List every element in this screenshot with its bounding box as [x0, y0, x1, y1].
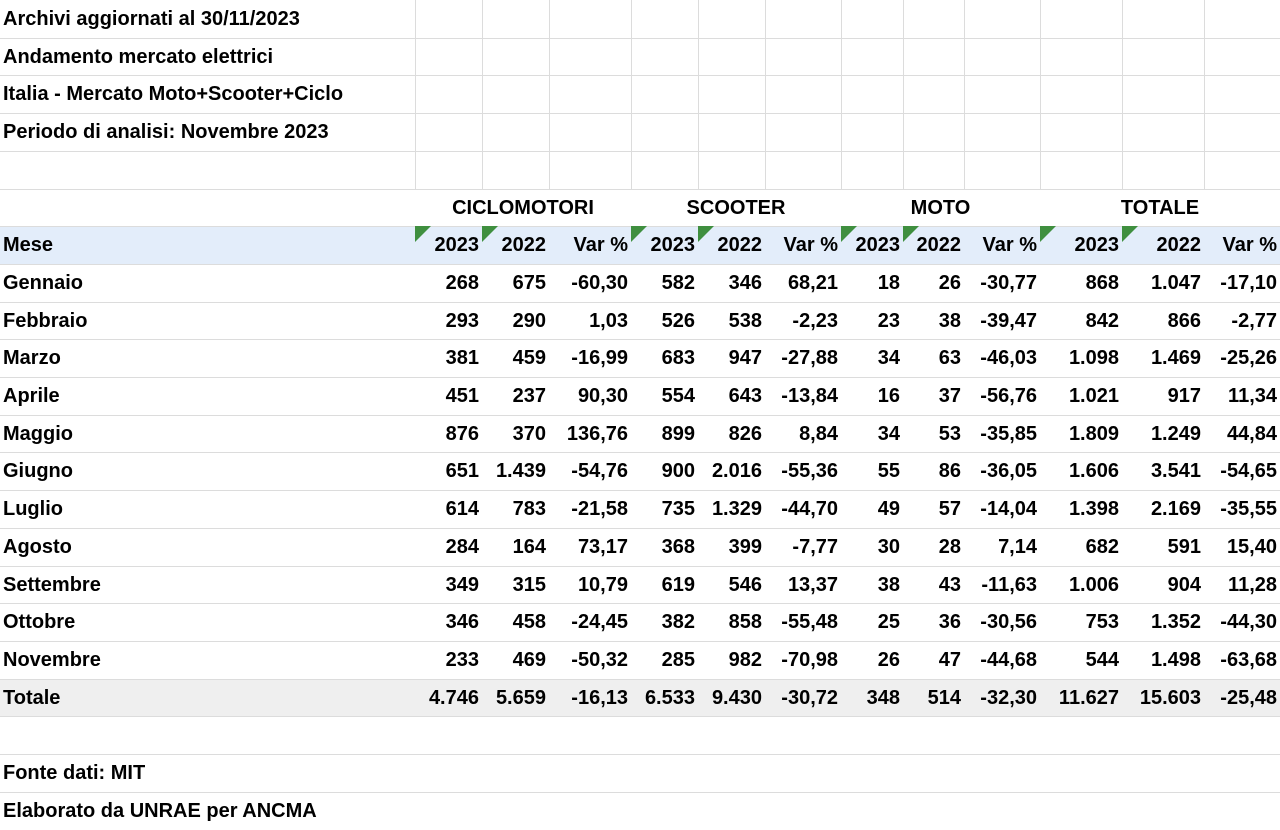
header-col[interactable]: 2022: [1122, 226, 1204, 264]
scooter-var[interactable]: -7,77: [792, 536, 838, 558]
scooter-2022[interactable]: 947: [728, 347, 762, 369]
moto-2023[interactable]: 348: [866, 687, 900, 709]
totale-var[interactable]: 11,28: [1228, 574, 1277, 596]
totale-2022[interactable]: 3.541: [1150, 460, 1201, 482]
moto-2023[interactable]: 49: [877, 498, 900, 520]
totale-var[interactable]: -35,55: [1220, 498, 1277, 520]
ciclo-2022[interactable]: 459: [512, 347, 546, 369]
source-row[interactable]: [0, 754, 1280, 792]
ciclo-2023[interactable]: 268: [445, 272, 479, 294]
moto-var[interactable]: -30,56: [980, 611, 1037, 633]
table-row[interactable]: [0, 603, 1280, 641]
totale-2023[interactable]: 842: [1085, 310, 1119, 332]
ciclo-var[interactable]: 90,30: [577, 385, 628, 407]
scooter-2022[interactable]: 538: [728, 310, 762, 332]
ciclo-2023[interactable]: 614: [445, 498, 479, 520]
totale-var[interactable]: -54,65: [1220, 460, 1277, 482]
moto-2022[interactable]: 36: [938, 611, 961, 633]
table-row[interactable]: [0, 528, 1280, 566]
month-cell[interactable]: Gennaio: [3, 272, 84, 294]
moto-2023[interactable]: 30: [877, 536, 900, 558]
table-row[interactable]: [0, 490, 1280, 528]
month-cell[interactable]: Maggio: [3, 423, 73, 445]
totale-var[interactable]: -44,30: [1220, 611, 1277, 633]
scooter-2022[interactable]: 858: [728, 611, 762, 633]
comment-marker-icon: [631, 226, 647, 242]
table-row[interactable]: [0, 641, 1280, 679]
table-row[interactable]: [0, 377, 1280, 415]
totale-2022[interactable]: 15.603: [1139, 687, 1201, 709]
moto-2022[interactable]: 53: [938, 423, 961, 445]
column-header-row[interactable]: [0, 226, 1280, 264]
table-row[interactable]: [0, 566, 1280, 604]
ciclo-var[interactable]: 1,03: [589, 310, 628, 332]
scooter-2022[interactable]: 643: [728, 385, 762, 407]
scooter-var[interactable]: 68,21: [787, 272, 838, 294]
scooter-var[interactable]: -13,84: [781, 385, 838, 407]
credit-row[interactable]: [0, 792, 1280, 830]
moto-2023[interactable]: 16: [877, 385, 900, 407]
moto-var[interactable]: -39,47: [980, 310, 1037, 332]
comment-marker-icon: [903, 226, 919, 242]
group-ciclomotori: CICLOMOTORI: [452, 197, 594, 219]
scooter-2023[interactable]: 285: [661, 649, 695, 671]
scooter-2023[interactable]: 554: [661, 385, 695, 407]
scooter-2023[interactable]: 735: [661, 498, 695, 520]
scooter-2023[interactable]: 582: [661, 272, 695, 294]
totale-2022[interactable]: 866: [1167, 310, 1201, 332]
month-cell[interactable]: Luglio: [3, 498, 63, 520]
ciclo-var[interactable]: -54,76: [571, 460, 628, 482]
scooter-var[interactable]: -44,70: [781, 498, 838, 520]
scooter-2022[interactable]: 546: [728, 574, 762, 596]
group-scooter: SCOOTER: [686, 197, 786, 219]
totale-var[interactable]: 11,34: [1228, 385, 1277, 407]
scooter-2022[interactable]: 1.329: [711, 498, 762, 520]
totale-2023[interactable]: 868: [1085, 272, 1119, 294]
scooter-2022[interactable]: 982: [728, 649, 762, 671]
totale-2022[interactable]: 1.498: [1150, 649, 1201, 671]
ciclo-2022[interactable]: 469: [512, 649, 546, 671]
comment-marker-icon: [482, 226, 498, 242]
credit-text: Elaborato da UNRAE per ANCMA: [3, 800, 317, 822]
moto-2023[interactable]: 26: [877, 649, 900, 671]
moto-2022[interactable]: 63: [938, 347, 961, 369]
totale-var[interactable]: -25,26: [1220, 347, 1277, 369]
ciclo-var[interactable]: 10,79: [577, 574, 628, 596]
totale-2023[interactable]: 753: [1085, 611, 1119, 633]
moto-2022[interactable]: 37: [938, 385, 961, 407]
totale-var[interactable]: 44,84: [1226, 423, 1277, 445]
ciclo-2022[interactable]: 5.659: [495, 687, 546, 709]
scooter-2023[interactable]: 900: [661, 460, 695, 482]
moto-var[interactable]: -14,04: [980, 498, 1037, 520]
ciclo-2022[interactable]: 164: [512, 536, 546, 558]
note-text: Italia - Mercato Moto+Scooter+Ciclo: [3, 83, 344, 105]
totale-var[interactable]: 15,40: [1226, 536, 1277, 558]
table-row[interactable]: [0, 339, 1280, 377]
total-row[interactable]: [0, 679, 1280, 717]
moto-2023[interactable]: 34: [877, 423, 900, 445]
comment-marker-icon: [698, 226, 714, 242]
month-cell[interactable]: Settembre: [3, 574, 101, 596]
ciclo-2022[interactable]: 237: [512, 385, 546, 407]
moto-var[interactable]: -32,30: [980, 687, 1037, 709]
month-cell[interactable]: Giugno: [3, 460, 73, 482]
ciclo-2022[interactable]: 315: [512, 574, 546, 596]
scooter-var[interactable]: -55,36: [781, 460, 838, 482]
month-cell[interactable]: Novembre: [3, 649, 101, 671]
scooter-2022[interactable]: 399: [728, 536, 762, 558]
comment-marker-icon: [841, 226, 857, 242]
totale-2022[interactable]: 1.249: [1150, 423, 1201, 445]
ciclo-var[interactable]: -21,58: [571, 498, 628, 520]
totale-2023[interactable]: 544: [1085, 649, 1119, 671]
ciclo-2023[interactable]: 284: [445, 536, 479, 558]
comment-marker-icon: [1040, 226, 1056, 242]
note-text: Andamento mercato elettrici: [3, 46, 274, 68]
moto-2022[interactable]: 26: [938, 272, 961, 294]
ciclo-2023[interactable]: 876: [445, 423, 479, 445]
moto-2022[interactable]: 57: [938, 498, 961, 520]
totale-2023[interactable]: 1.809: [1068, 423, 1119, 445]
gridline-horizontal: [0, 151, 1280, 152]
note-row[interactable]: [0, 75, 1280, 113]
totale-2023[interactable]: 1.006: [1068, 574, 1119, 596]
ciclo-2023[interactable]: 233: [445, 649, 479, 671]
totale-2022[interactable]: 2.169: [1150, 498, 1201, 520]
ciclo-2023[interactable]: 651: [445, 460, 479, 482]
ciclo-2022[interactable]: 675: [512, 272, 546, 294]
note-row[interactable]: [0, 0, 1280, 38]
ciclo-2022[interactable]: 783: [512, 498, 546, 520]
moto-var[interactable]: -36,05: [980, 460, 1037, 482]
totale-2023[interactable]: 1.398: [1068, 498, 1119, 520]
moto-2022[interactable]: 47: [938, 649, 961, 671]
moto-var[interactable]: -11,63: [981, 574, 1037, 596]
totale-2022[interactable]: 1.352: [1150, 611, 1201, 633]
group-totale: TOTALE: [1120, 197, 1200, 219]
scooter-2023[interactable]: 683: [661, 347, 695, 369]
moto-2023[interactable]: 23: [877, 310, 900, 332]
comment-marker-icon: [415, 226, 431, 242]
ciclo-2022[interactable]: 1.439: [495, 460, 546, 482]
ciclo-2023[interactable]: 349: [445, 574, 479, 596]
group-moto: MOTO: [910, 197, 971, 219]
comment-marker-icon: [1122, 226, 1138, 242]
month-cell[interactable]: Marzo: [3, 347, 61, 369]
moto-var[interactable]: -46,03: [980, 347, 1037, 369]
table-row[interactable]: [0, 415, 1280, 453]
moto-var[interactable]: -56,76: [980, 385, 1037, 407]
totale-2023[interactable]: 1.021: [1068, 385, 1119, 407]
totale-2022[interactable]: 917: [1167, 385, 1201, 407]
header-col[interactable]: 2023: [1040, 226, 1122, 264]
moto-2022[interactable]: 514: [927, 687, 961, 709]
scooter-2022[interactable]: 826: [728, 423, 762, 445]
scooter-2022[interactable]: 346: [728, 272, 762, 294]
scooter-var[interactable]: 8,84: [799, 423, 838, 445]
scooter-2023[interactable]: 619: [661, 574, 695, 596]
month-cell[interactable]: Febbraio: [3, 310, 88, 332]
moto-2022[interactable]: 86: [938, 460, 961, 482]
header-col[interactable]: 2023: [415, 226, 482, 264]
note-row[interactable]: [0, 38, 1280, 76]
ciclo-2022[interactable]: 458: [512, 611, 546, 633]
totale-var[interactable]: -25,48: [1220, 687, 1277, 709]
moto-2022[interactable]: 43: [938, 574, 961, 596]
scooter-2023[interactable]: 6.533: [644, 687, 695, 709]
header-mese: Mese: [3, 234, 54, 256]
totale-2022[interactable]: 591: [1167, 536, 1201, 558]
note-row[interactable]: [0, 113, 1280, 151]
header-col[interactable]: 2022: [482, 226, 549, 264]
moto-2023[interactable]: 34: [877, 347, 900, 369]
ciclo-2022[interactable]: 290: [512, 310, 546, 332]
totale-var[interactable]: -17,10: [1220, 272, 1277, 294]
totale-2022[interactable]: 1.047: [1150, 272, 1201, 294]
ciclo-var[interactable]: -24,45: [571, 611, 628, 633]
ciclo-2023[interactable]: 293: [445, 310, 479, 332]
moto-2023[interactable]: 38: [877, 574, 900, 596]
scooter-2023[interactable]: 368: [661, 536, 695, 558]
header-col[interactable]: Var %: [1222, 234, 1277, 256]
group-header-row[interactable]: [0, 189, 1280, 227]
scooter-2022[interactable]: 9.430: [711, 687, 762, 709]
moto-var[interactable]: -35,85: [980, 423, 1037, 445]
moto-var[interactable]: -44,68: [980, 649, 1037, 671]
moto-2022[interactable]: 38: [938, 310, 961, 332]
ciclo-2023[interactable]: 381: [445, 347, 479, 369]
header-col[interactable]: Var %: [573, 234, 628, 256]
moto-2022[interactable]: 28: [938, 536, 961, 558]
header-col[interactable]: Var %: [982, 234, 1037, 256]
header-col[interactable]: 2023: [631, 226, 698, 264]
totale-2023[interactable]: 1.606: [1068, 460, 1119, 482]
scooter-2022[interactable]: 2.016: [711, 460, 762, 482]
moto-var[interactable]: -30,77: [980, 272, 1037, 294]
totale-var[interactable]: -2,77: [1231, 310, 1277, 332]
table-row[interactable]: [0, 264, 1280, 302]
ciclo-2023[interactable]: 346: [445, 611, 479, 633]
scooter-var[interactable]: -30,72: [781, 687, 838, 709]
ciclo-var[interactable]: -16,99: [571, 347, 628, 369]
moto-var[interactable]: 7,14: [998, 536, 1037, 558]
moto-2023[interactable]: 55: [877, 460, 900, 482]
totale-2023[interactable]: 1.098: [1068, 347, 1119, 369]
ciclo-var[interactable]: 73,17: [577, 536, 628, 558]
month-cell[interactable]: Ottobre: [3, 611, 76, 633]
scooter-2023[interactable]: 526: [661, 310, 695, 332]
note-text: Archivi aggiornati al 30/11/2023: [3, 8, 300, 30]
table-row[interactable]: [0, 452, 1280, 490]
month-cell[interactable]: Agosto: [3, 536, 72, 558]
scooter-var[interactable]: -70,98: [781, 649, 838, 671]
scooter-2023[interactable]: 899: [661, 423, 695, 445]
ciclo-var[interactable]: 136,76: [566, 423, 628, 445]
scooter-var[interactable]: -2,23: [792, 310, 838, 332]
totale-2022[interactable]: 904: [1167, 574, 1201, 596]
scooter-var[interactable]: -55,48: [781, 611, 838, 633]
header-col[interactable]: 2022: [698, 226, 765, 264]
ciclo-2023[interactable]: 4.746: [428, 687, 479, 709]
scooter-var[interactable]: 13,37: [787, 574, 838, 596]
scooter-2023[interactable]: 382: [661, 611, 695, 633]
ciclo-var[interactable]: -50,32: [571, 649, 628, 671]
scooter-var[interactable]: -27,88: [781, 347, 838, 369]
month-cell[interactable]: Totale: [3, 687, 61, 709]
totale-2022[interactable]: 1.469: [1150, 347, 1201, 369]
ciclo-var[interactable]: -60,30: [571, 272, 628, 294]
header-col[interactable]: 2023: [841, 226, 903, 264]
ciclo-var[interactable]: -16,13: [571, 687, 628, 709]
header-col[interactable]: 2022: [903, 226, 964, 264]
month-cell[interactable]: Aprile: [3, 385, 60, 407]
table-row[interactable]: [0, 302, 1280, 340]
note-text: Periodo di analisi: Novembre 2023: [3, 121, 329, 143]
moto-2023[interactable]: 18: [877, 272, 900, 294]
moto-2023[interactable]: 25: [877, 611, 900, 633]
totale-2023[interactable]: 682: [1085, 536, 1119, 558]
totale-var[interactable]: -63,68: [1220, 649, 1277, 671]
totale-2023[interactable]: 11.627: [1058, 687, 1119, 709]
ciclo-2022[interactable]: 370: [512, 423, 546, 445]
ciclo-2023[interactable]: 451: [445, 385, 479, 407]
header-col[interactable]: Var %: [783, 234, 838, 256]
source-text: Fonte dati: MIT: [3, 762, 146, 784]
